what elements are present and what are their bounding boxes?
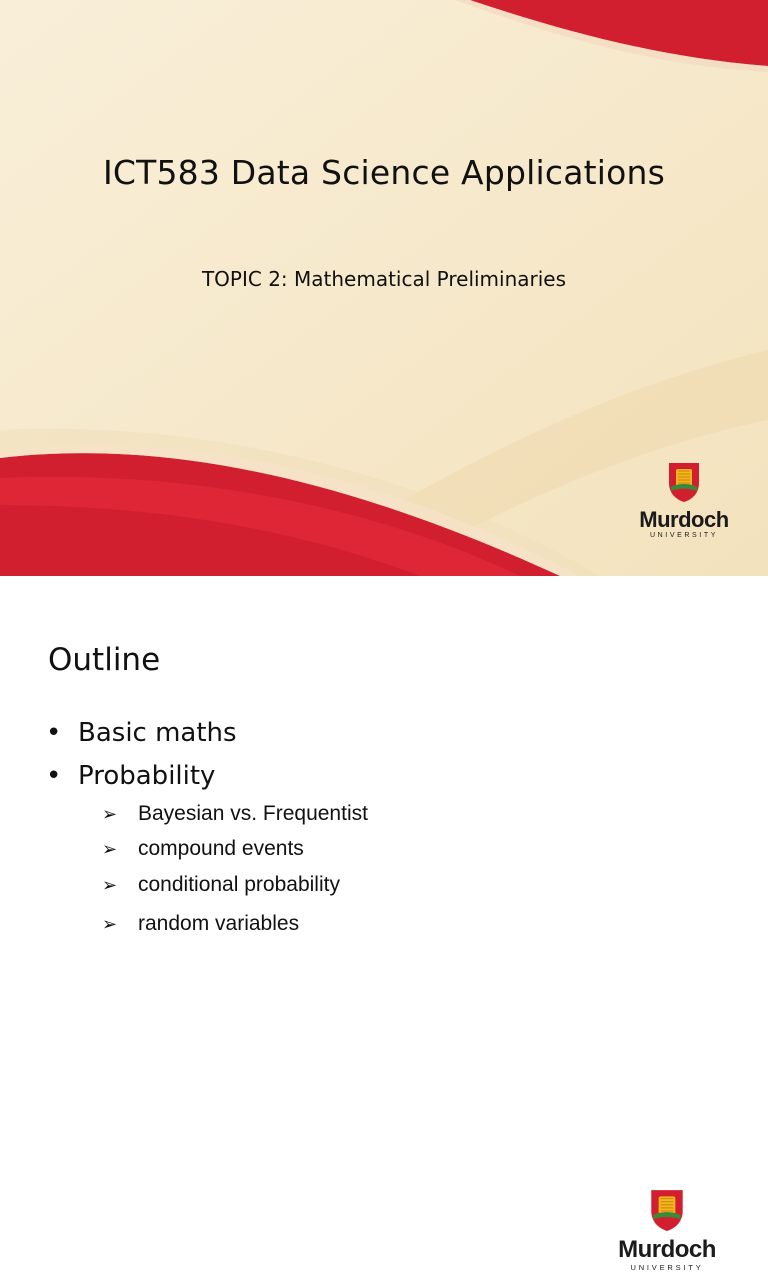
- arrow-bullet-icon: ➢: [102, 804, 118, 824]
- arrow-bullet-icon: ➢: [102, 914, 118, 934]
- sub-bullet-item: [102, 802, 368, 826]
- presentation-subtitle: TOPIC 2: Mathematical Preliminaries: [201, 267, 567, 291]
- sub-bullet-text: compound events: [138, 837, 304, 860]
- murdoch-crest-icon: [649, 1188, 685, 1232]
- logo-wordmark: Murdoch: [618, 1236, 716, 1263]
- logo-subtext: UNIVERSITY: [649, 532, 718, 539]
- murdoch-logo: [614, 1188, 720, 1272]
- murdoch-crest-icon: [667, 461, 701, 503]
- logo-wordmark: Murdoch: [639, 507, 729, 532]
- bullet-text: Probability: [78, 761, 216, 791]
- outline-heading: Outline: [48, 642, 161, 678]
- arrow-bullet-icon: ➢: [102, 875, 118, 895]
- bullet-item: [46, 761, 215, 791]
- title-slide: [0, 0, 768, 576]
- bullet-marker: •: [46, 718, 62, 748]
- bullet-text: Basic maths: [78, 718, 237, 748]
- arrow-bullet-icon: ➢: [102, 839, 118, 859]
- sub-bullet-text: Bayesian vs. Frequentist: [138, 802, 368, 825]
- bullet-item: [46, 718, 237, 748]
- sub-bullet-text: conditional probability: [138, 873, 340, 896]
- sub-bullet-item: [102, 873, 340, 897]
- sub-bullet-item: [102, 912, 299, 936]
- sub-bullet-text: random variables: [138, 912, 300, 935]
- logo-subtext: UNIVERSITY: [630, 1263, 704, 1272]
- bullet-marker: •: [46, 761, 62, 791]
- murdoch-logo: [634, 461, 734, 541]
- sub-bullet-item: [102, 837, 304, 861]
- outline-slide: [0, 576, 768, 1272]
- presentation-title: ICT583 Data Science Applications: [102, 153, 666, 192]
